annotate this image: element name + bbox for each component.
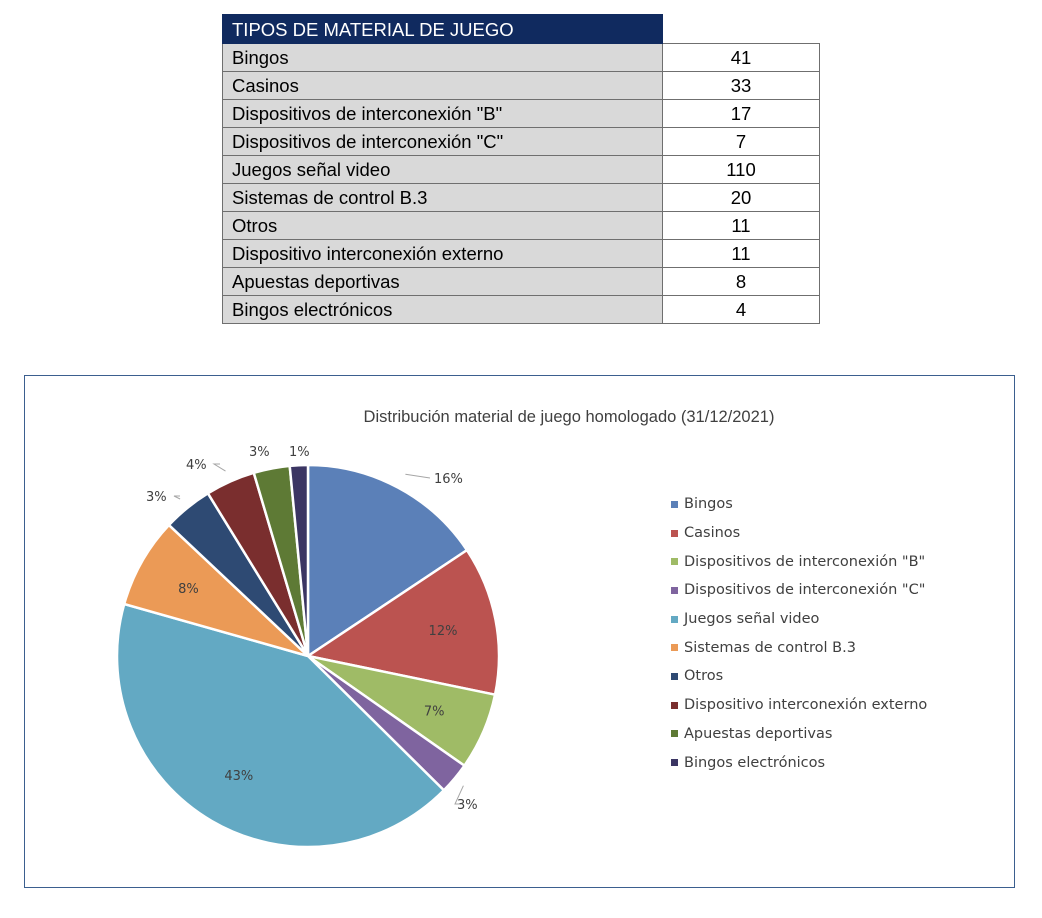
legend-swatch	[671, 501, 678, 508]
legend-label: Dispositivos de interconexión "B"	[684, 553, 926, 570]
legend-item	[671, 547, 927, 576]
row-label: Apuestas deportivas	[223, 268, 663, 296]
legend-item	[671, 605, 927, 634]
row-value: 7	[663, 128, 820, 156]
legend-label: Bingos electrónicos	[684, 754, 826, 771]
row-value: 4	[663, 296, 820, 324]
row-label: Sistemas de control B.3	[223, 184, 663, 212]
legend-label: Apuestas deportivas	[684, 725, 833, 742]
row-label: Dispositivos de interconexión "C"	[223, 128, 663, 156]
table-row	[223, 212, 820, 240]
table-header-row	[223, 15, 820, 44]
material-table	[222, 14, 820, 324]
row-value: 20	[663, 184, 820, 212]
row-value: 8	[663, 268, 820, 296]
slice-label: 16%	[434, 472, 463, 487]
legend-label: Sistemas de control B.3	[684, 639, 856, 656]
leader-line	[174, 496, 180, 499]
row-label: Bingos electrónicos	[223, 296, 663, 324]
slice-label: 8%	[178, 582, 199, 598]
chart-legend	[671, 490, 927, 777]
row-label: Juegos señal video	[223, 156, 663, 184]
row-value: 11	[663, 212, 820, 240]
table-row	[223, 156, 820, 184]
legend-item	[671, 490, 927, 519]
table-header: TIPOS DE MATERIAL DE JUEGO	[223, 15, 663, 44]
legend-item	[671, 519, 927, 548]
table-row	[223, 184, 820, 212]
table-row	[223, 100, 820, 128]
legend-swatch	[671, 644, 678, 651]
legend-label: Dispositivos de interconexión "C"	[684, 582, 926, 599]
legend-label: Otros	[684, 668, 724, 685]
legend-item	[671, 691, 927, 720]
row-label: Otros	[223, 212, 663, 240]
row-label: Dispositivo interconexión externo	[223, 240, 663, 268]
slice-label: 7%	[423, 704, 445, 720]
table-header-blank	[663, 15, 820, 44]
legend-item	[671, 662, 927, 691]
legend-label: Bingos	[684, 496, 733, 513]
row-label: Dispositivos de interconexión "B"	[223, 100, 663, 128]
legend-swatch	[671, 530, 678, 537]
slice-label: 3%	[146, 490, 167, 505]
row-value: 41	[663, 44, 820, 72]
table-row	[223, 72, 820, 100]
slice-label: 3%	[249, 445, 270, 460]
table-row	[223, 128, 820, 156]
row-label: Bingos	[223, 44, 663, 72]
legend-swatch	[671, 673, 678, 680]
slice-label: 43%	[224, 768, 254, 784]
leader-line	[214, 464, 226, 471]
legend-label: Juegos señal video	[684, 611, 820, 628]
table-row	[223, 44, 820, 72]
legend-item	[671, 720, 927, 749]
row-value: 11	[663, 240, 820, 268]
row-value: 110	[663, 156, 820, 184]
legend-item	[671, 576, 927, 605]
slice-label: 3%	[457, 798, 478, 813]
table-row	[223, 296, 820, 324]
legend-label: Dispositivo interconexión externo	[684, 697, 928, 714]
row-value: 33	[663, 72, 820, 100]
legend-item	[671, 633, 927, 662]
legend-swatch	[671, 558, 678, 565]
legend-swatch	[671, 616, 678, 623]
legend-swatch	[671, 587, 678, 594]
table-row	[223, 240, 820, 268]
slice-label: 12%	[428, 623, 458, 639]
row-value: 17	[663, 100, 820, 128]
leader-line	[405, 474, 430, 478]
slice-label: 1%	[289, 445, 310, 460]
chart-title: Distribución material de juego homologado (31/12/2021)	[363, 408, 775, 426]
legend-swatch	[671, 730, 678, 737]
slice-label: 4%	[186, 458, 207, 473]
legend-item	[671, 748, 927, 777]
table-row	[223, 268, 820, 296]
legend-swatch	[671, 702, 678, 709]
legend-label: Casinos	[684, 525, 741, 542]
row-label: Casinos	[223, 72, 663, 100]
pie-chart-frame	[24, 375, 1015, 888]
legend-swatch	[671, 759, 678, 766]
material-table-body	[223, 15, 820, 324]
